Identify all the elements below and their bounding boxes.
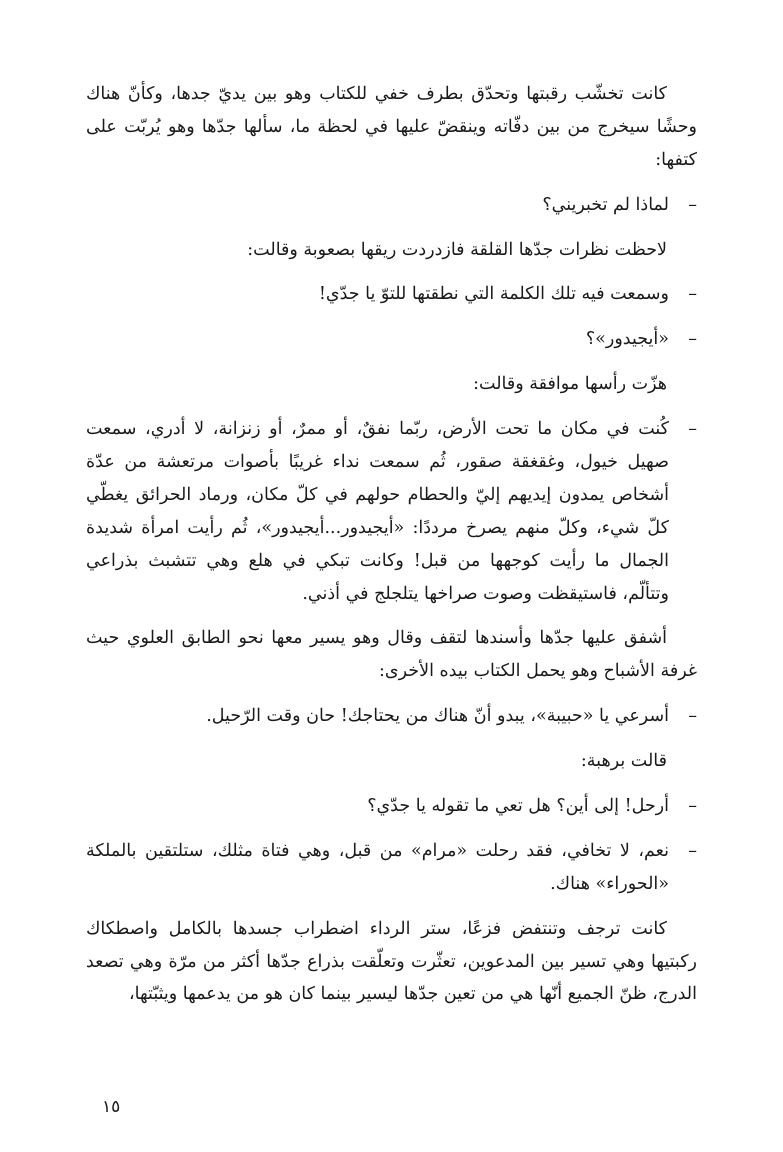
- dialogue-dash: –: [688, 706, 697, 727]
- dialogue-line: [86, 835, 697, 901]
- dialogue-dash: –: [688, 840, 697, 861]
- paragraph: لاحظت نظرات جدّها القلقة فازدردت ريقها بصعوبة وقالت:: [247, 239, 667, 260]
- page-number: ١٥: [102, 1097, 121, 1117]
- dialogue-dash: –: [688, 284, 697, 305]
- book-page: [86, 78, 697, 1023]
- dialogue-text: أرحل! إلى أين؟ هل تعي ما تقوله يا جدّي؟: [367, 796, 669, 817]
- dialogue-dash: –: [688, 419, 697, 440]
- paragraph: كانت تخشّب رقبتها وتحدّق بطرف خفي للكتاب وهو بين يديّ جدها، وكأنّ هناك وحشًا سيخرج من بين دفّاته وينقضّ عليها في لحظة ما، سألها جدّها وهو يُربّت على كتفها:: [86, 84, 697, 170]
- dialogue-line: [86, 278, 697, 311]
- dialogue-line: [86, 189, 697, 222]
- dialogue-text: «أيجيدور»؟: [585, 329, 669, 350]
- dialogue-text: نعم، لا تخافي، فقد رحلت «مرام» من قبل، وهي فتاة مثلك، ستلتقين بالملكة «الحوراء» هناك.: [86, 840, 669, 894]
- dialogue-dash: –: [688, 194, 697, 215]
- dialogue-line: [86, 790, 697, 823]
- dialogue-text: أسرعي يا «حبيبة»، يبدو أنّ هناك من يحتاجك! حان وقت الرّحيل.: [206, 706, 669, 727]
- dialogue-line: [86, 323, 697, 356]
- paragraph: كانت ترجف وتنتفض فزعًا، ستر الرداء اضطراب جسدها بالكامل واصطكاك ركبتيها وهي تسير بين المدعوين، تعثّرت وتعلّقت بذراع جدّها أكثر من مرّة وهي تصعد الدرج، ظنّ الجميع أنّها هي من تعين جدّها ليسير بينما كان هو من يدعمها ويثبّتها،: [86, 918, 697, 1005]
- dialogue-text: كُنت في مكان ما تحت الأرض، ربّما نفقٌ، أو ممرٌ، أو زنزانة، لا أدري، سمعت صهيل خيول، وغقغقة صقور، ثُم سمعت نداء غريبًا بأصوات مرتعشة من عدّة أشخاص يمدون إيديهم إليّ والحطام حولهم في كلّ مكان، ورماد الحرائق يغطّي كلّ شيء، وكلّ منهم يصرخ مرددًا: «أيجيدور...أيجيدور»، ثُم رأيت امرأة شديدة الجمال ما رأيت كوجهها من قبل! وكانت تبكي في هلع وهي تتشبث بذراعي وتتألّم، فاستيقظت وصوت صراخها يتلجلج في أذني.: [86, 419, 669, 604]
- paragraph: هزّت رأسها موافقة وقالت:: [473, 374, 667, 395]
- dialogue-dash: –: [688, 329, 697, 350]
- paragraph: أشفق عليها جدّها وأسندها لتقف وقال وهو يسير معها نحو الطابق العلوي حيث غرفة الأشباح وهو يحمل الكتاب بيده الأخرى:: [86, 628, 697, 682]
- dialogue-text: وسمعت فيه تلك الكلمة التي نطقتها للتوّ يا جدّي!: [318, 284, 669, 305]
- dialogue-dash: –: [688, 796, 697, 817]
- dialogue-text: لماذا لم تخبريني؟: [542, 194, 669, 215]
- dialogue-line: [86, 413, 697, 610]
- dialogue-line: [86, 700, 697, 733]
- paragraph: قالت برهبة:: [580, 751, 667, 772]
